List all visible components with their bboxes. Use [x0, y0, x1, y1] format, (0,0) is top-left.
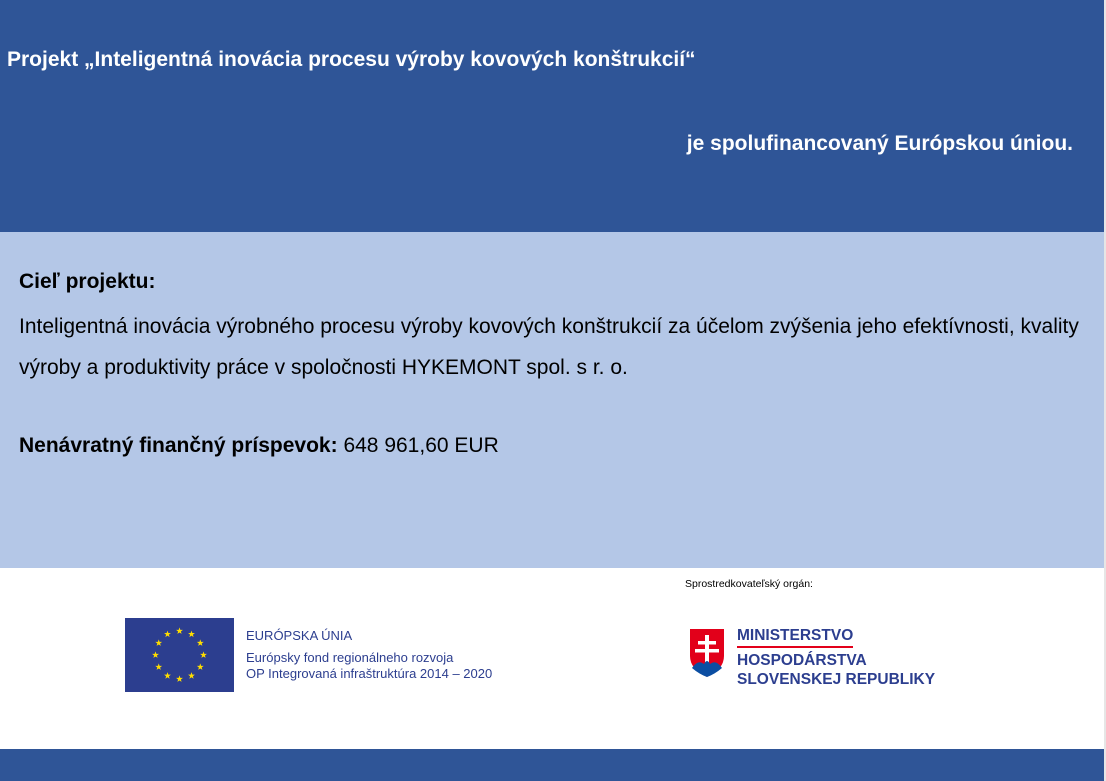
grant-value: 648 961,60 EUR	[343, 434, 499, 457]
ministry-line-1: MINISTERSTVO	[737, 626, 853, 648]
project-title: Projekt „Inteligentná inovácia procesu výroby kovových konštrukcií“	[7, 48, 696, 71]
slovak-coat-of-arms-icon	[687, 626, 727, 680]
cofinanced-statement: je spolufinancovaný Európskou úniou.	[686, 132, 1073, 155]
ministry-logo-text	[737, 626, 935, 689]
eu-name: EURÓPSKA ÚNIA	[246, 628, 353, 643]
eu-fund: Európsky fond regionálneho rozvoja	[246, 650, 454, 665]
eu-program: OP Integrovaná infraštruktúra 2014 – 2020	[246, 666, 493, 681]
ministry-line-2: HOSPODÁRSTVA	[737, 652, 867, 669]
footer-band	[0, 749, 1104, 781]
intermediary-label: Sprostredkovateľský orgán:	[685, 578, 813, 590]
eu-logo-text	[246, 628, 492, 682]
header-band	[0, 0, 1104, 232]
goal-heading: Cieľ projektu:	[19, 270, 156, 293]
project-details	[0, 232, 1104, 568]
grant-line	[19, 434, 499, 458]
goal-text: Inteligentná inovácia výrobného procesu výroby kovových konštrukcií za účelom zvýšenia jeho efektívnosti, kvality výroby a produktivity práce v spoločnosti HYKEMONT spol. s r. o.	[19, 315, 1079, 379]
ministry-line-3: SLOVENSKEJ REPUBLIKY	[737, 671, 936, 688]
grant-label: Nenávratný finančný príspevok:	[19, 434, 338, 457]
eu-flag-icon	[125, 618, 234, 692]
